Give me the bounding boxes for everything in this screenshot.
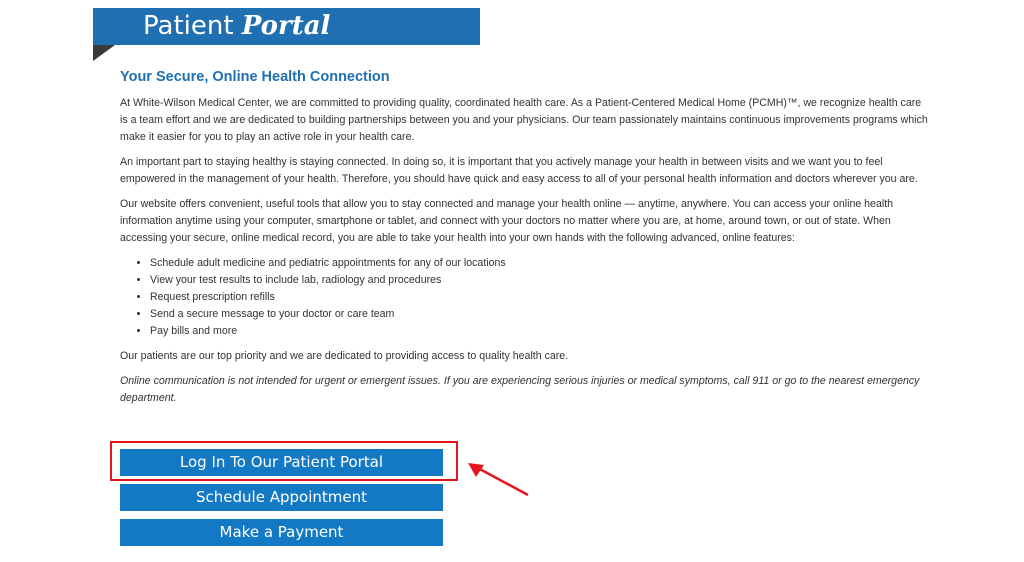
connected-paragraph: An important part to staying healthy is staying connected. In doing so, it is important that you actively manage your health in between visits and we want you to feel empowered in the management of your health. Therefore, you should have quick and easy access to all of your personal health information and doctors wherever you are. [120,156,918,185]
annotation-arrow-icon [462,455,534,501]
list-item: • Request prescription refills [150,289,930,306]
features-list [120,255,930,340]
disclaimer-text: Online communication is not intended for urgent or emergent issues. If you are experiencing serious injuries or medical symptoms, call 911 or go to the nearest emergency department. [120,375,920,404]
banner-fold [93,45,115,61]
list-item: • View your test results to include lab, radiology and procedures [150,272,930,289]
main-content [120,66,930,415]
patient-portal-banner [93,8,480,45]
page-heading: Your Secure, Online Health Connection [120,69,390,85]
list-item: • Pay bills and more [150,323,930,340]
banner-title-plain: Patient [143,11,242,41]
make-payment-button[interactable]: Make a Payment [120,519,443,546]
list-item: • Schedule adult medicine and pediatric appointments for any of our locations [150,255,930,272]
intro-paragraph: At White-Wilson Medical Center, we are committed to providing quality, coordinated health care. As a Patient-Centered Medical Home (PCMH)™, we recognize health care is a team effort and we are dedicated to building partnerships between you and your physicians. Our team passionately maintains continuous improvements programs which make it easier for you to play an active role in your health care. [120,97,928,143]
list-item: • Send a secure message to your doctor or care team [150,306,930,323]
login-portal-button[interactable]: Log In To Our Patient Portal [120,449,443,476]
closing-paragraph: Our patients are our top priority and we are dedicated to providing access to quality health care. [120,350,569,362]
schedule-appointment-button[interactable]: Schedule Appointment [120,484,443,511]
banner-title-script: Portal [241,11,331,41]
tools-paragraph: Our website offers convenient, useful tools that allow you to stay connected and manage your health online — anytime, anywhere. You can access your online health information anytime using your computer, smartphone or tablet, and connect with your doctors no matter where you are, at home, around town, or out of state. When accessing your secure, online medical record, you are able to take your health into your own hands with the following advanced, online features: [120,198,894,244]
